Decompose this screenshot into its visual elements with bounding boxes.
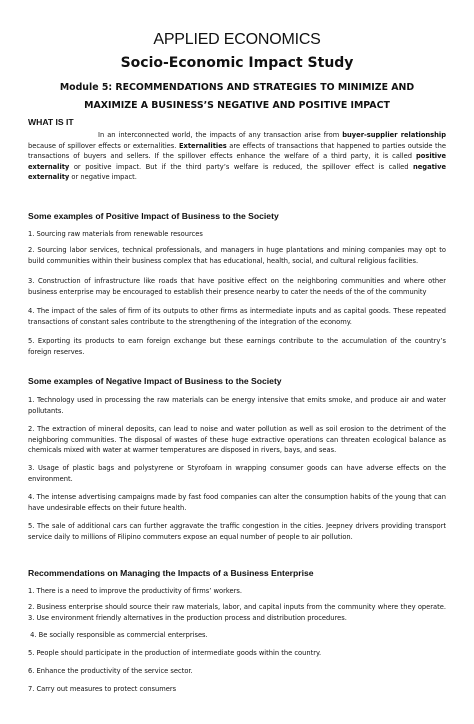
negative-item-4: 4. The intense advertising campaigns made by fast food companies can alter the consumption habits of the young that can have undesirable effects on their future health. — [28, 493, 446, 512]
recommendations-heading: Recommendations on Managing the Impacts of a Business Enterprise — [28, 568, 314, 578]
recommendation-item-1: 1. There is a need to improve the productivity of firms’ workers. — [28, 587, 242, 595]
recommendation-item-6: 6. Enhance the productivity of the service sector. — [28, 667, 193, 675]
positive-item-1: 1. Sourcing raw materials from renewable resources — [28, 230, 203, 238]
positive-item-5: 5. Exporting its products to earn foreign exchange but these earnings contribute to the accumulation of the country’s foreign reserves. — [28, 337, 446, 356]
subject-title: APPLIED ECONOMICS — [153, 31, 321, 48]
positive-item-4: 4. The impact of the sales of firm of its outputs to other firms as intermediate inputs and as capital goods. These repeated transactions of constant sales contribute to the strengthening of the integration of the economy. — [28, 307, 446, 326]
recommendation-item-2: 2. Business enterprise should source their raw materials, labor, and capital inputs from the community where they operate. 3. Use environment friendly alternatives in the production process and distribution procedures. — [28, 603, 446, 622]
positive-item-3: 3. Construction of infrastructure like roads that have positive effect on the neighboring communities and where other business enterprise may be encouraged to establish their presence nearby to cater the needs of the of the community — [28, 277, 446, 296]
module-title: Module 5: RECOMMENDATIONS AND STRATEGIES TO MINIMIZE AND MAXIMIZE A BUSINESS’S NEGATIVE AND POSITIVE IMPACT — [59, 82, 415, 111]
what-is-it-heading: WHAT IS IT — [28, 117, 74, 127]
recommendation-item-4: 4. Be socially responsible as commercial enterprises. — [28, 631, 208, 639]
negative-impact-heading: Some examples of Negative Impact of Business to the Society — [28, 376, 282, 386]
positive-impact-heading: Some examples of Positive Impact of Business to the Society — [28, 211, 279, 221]
recommendation-item-5: 5. People should participate in the production of intermediate goods within the country. — [28, 649, 322, 657]
negative-item-3: 3. Usage of plastic bags and polystyrene or Styrofoam in wrapping consumer goods can have adverse effects on the environment. — [28, 464, 446, 483]
document-title: Socio-Economic Impact Study — [120, 55, 354, 71]
what-is-it-paragraph: In an interconnected world, the impacts of any transaction arise from buyer-supplier relationship because of spillover effects or externalities. Externalities are effects of transactions that happened to parties outside the transactions of buyers and sellers. If the spillover effects enhance the welfare of a third party, it is called positive externality or positive impact. But if the third party’s welfare is reduced, the spillover effect is called negative externality or negative impact. — [28, 131, 446, 182]
recommendation-item-7: 7. Carry out measures to protect consumers — [28, 685, 177, 693]
negative-item-5: 5. The sale of additional cars can further aggravate the traffic congestion in the cities. Jeepney drivers providing transport service daily to millions of Filipino commuters expose an equal number of people to air pollution. — [28, 522, 446, 541]
positive-item-2: 2. Sourcing labor services, technical professionals, and managers in huge plantations and mining companies may opt to build communities within their business complex that has educational, health, social, and cultural religious facilities. — [28, 246, 446, 265]
negative-item-2: 2. The extraction of mineral deposits, can lead to noise and water pollution as well as soil erosion to the detriment of the neighboring communities. The disposal of wastes of these huge extractive operations can threaten ecological balance as chemicals mixed with water at warmer temperatures are disposed in rivers, bays, and seas. — [28, 425, 446, 455]
negative-item-1: 1. Technology used in processing the raw materials can be energy intensive that emits smoke, and produce air and water pollutants. — [28, 396, 446, 415]
